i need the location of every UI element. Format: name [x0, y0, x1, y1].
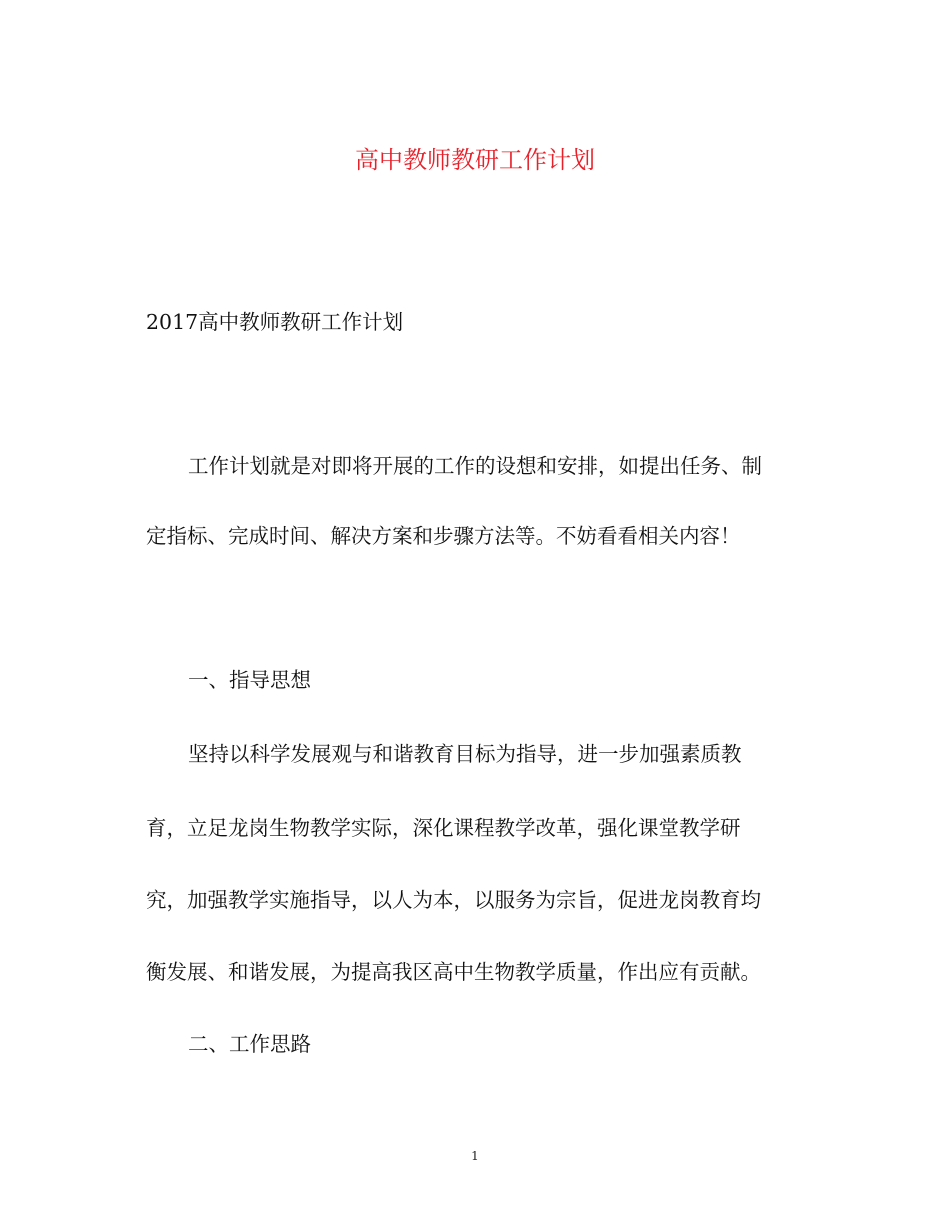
paragraph-line-1: 坚持以科学发展观与和谐教育目标为指导，进一步加强素质教 [188, 742, 742, 766]
intro-line-1: 工作计划就是对即将开展的工作的设想和安排，如提出任务、制 [188, 454, 762, 478]
document-title: 高中教师教研工作计划 [355, 146, 595, 174]
document-subtitle: 2017高中教师教研工作计划 [146, 310, 404, 334]
paragraph-line-4: 衡发展、和谐发展，为提高我区高中生物教学质量，作出应有贡献。 [146, 960, 761, 984]
page-number: 1 [471, 1149, 479, 1163]
paragraph-line-2: 育，立足龙岗生物教学实际，深化课程教学改革，强化课堂教学研 [146, 816, 741, 840]
paragraph-line-3: 究，加强教学实施指导，以人为本，以服务为宗旨，促进龙岗教育均 [146, 888, 761, 912]
intro-line-2: 定指标、完成时间、解决方案和步骤方法等。不妨看看相关内容！ [146, 524, 741, 548]
section-heading-guiding-ideology: 一、指导思想 [188, 668, 311, 692]
section-heading-work-approach: 二、工作思路 [188, 1032, 311, 1056]
